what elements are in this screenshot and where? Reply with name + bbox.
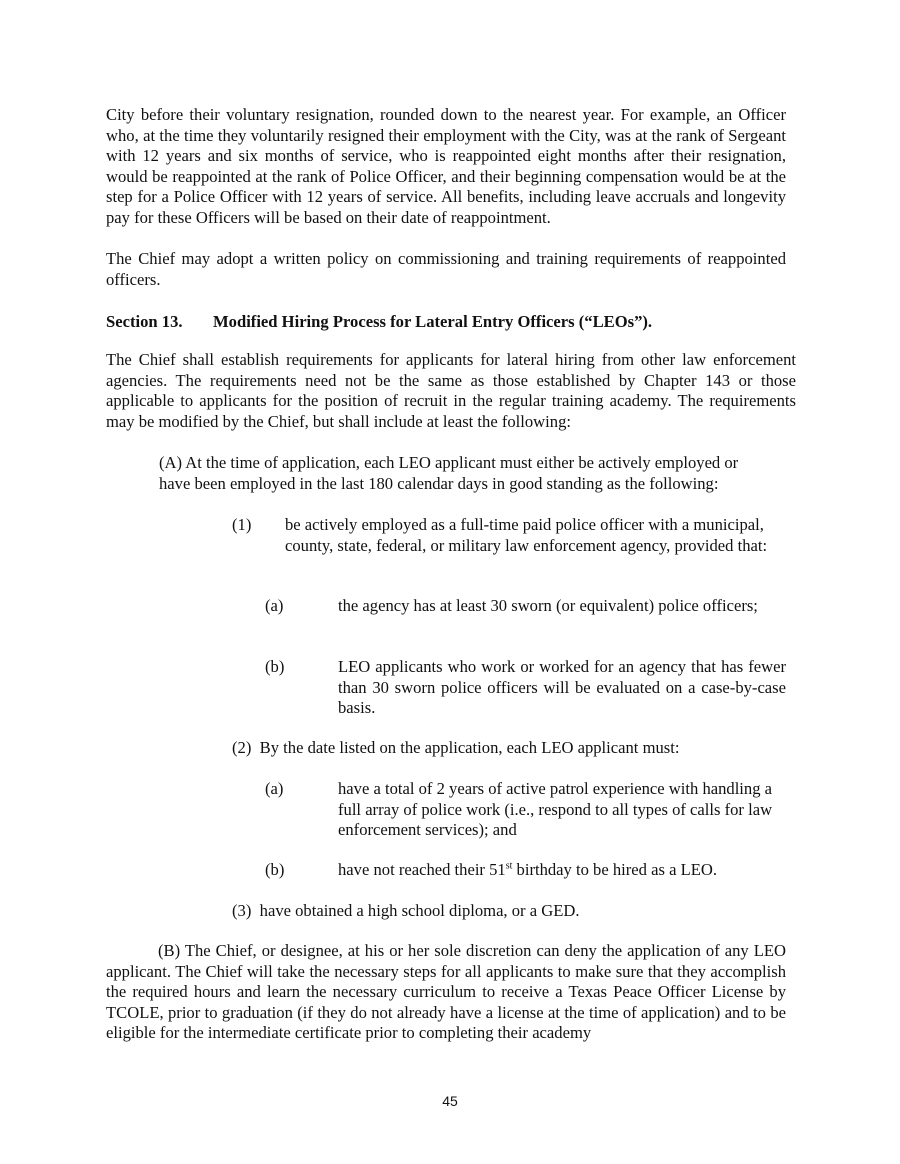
- intro-paragraph: City before their voluntary resignation, rounded down to the nearest year. For example, an Officer who, at the time they voluntarily resigned their employment with the City, was at the rank of Sergeant with 12 years and six months of service, who is reappointed eight months after their resignation, would be reappointed at the rank of Police Officer, and their beginning compensation would be at the step for a Police Officer with 12 years of service. All benefits, including leave accruals and longevity pay for these Officers will be based on their date of reappointment.: [106, 105, 786, 227]
- item2a-text: have a total of 2 years of active patrol experience with handling a full array of police work (i.e., respond to all types of calls for law enforcement services); and: [338, 779, 773, 839]
- section-number: Section 13.: [106, 312, 183, 331]
- item2: [232, 738, 792, 759]
- item2-number: (2): [232, 738, 252, 757]
- section-intro-paragraph: The Chief shall establish requirements for applicants for lateral hiring from other law enforcement agencies. The requirements need not be the same as those established by Chapter 143 or those applicable to applicants for the position of recruit in the regular training academy. The requirements may be modified by the Chief, but shall include at least the following:: [106, 350, 796, 431]
- page-number: 45: [442, 1093, 458, 1109]
- policy-paragraph: The Chief may adopt a written policy on commissioning and training requirements of reappointed officers.: [106, 249, 786, 289]
- item3: [232, 901, 792, 922]
- item2b-text-pre: have not reached their 51: [338, 860, 506, 879]
- item1-number: (1): [232, 515, 252, 534]
- clause-a: (A) At the time of application, each LEO applicant must either be actively employed or have been employed in the last 180 calendar days in good standing as the following:: [159, 453, 739, 493]
- section-title: Modified Hiring Process for Lateral Entry Officers (“LEOs”).: [213, 312, 653, 331]
- section-heading: [106, 312, 796, 333]
- item2b-superscript: st: [505, 860, 513, 872]
- item1b-number: (b): [265, 657, 285, 676]
- item3-text: have obtained a high school diploma, or a GED.: [259, 901, 580, 920]
- item2b-number: (b): [265, 860, 285, 879]
- item2b-text: [338, 860, 793, 881]
- item3-number: (3): [232, 901, 252, 920]
- item1b-text: LEO applicants who work or worked for an agency that has fewer than 30 sworn police officers will be evaluated on a case-by-case basis.: [338, 657, 786, 717]
- item2-text: By the date listed on the application, each LEO applicant must:: [259, 738, 680, 757]
- item1a-number: (a): [265, 596, 284, 615]
- clause-b: (B) The Chief, or designee, at his or her sole discretion can deny the application of any LEO applicant. The Chief will take the necessary steps for all applicants to make sure that they accomplish the required hours and learn the necessary curriculum to receive a Texas Peace Officer License by TCOLE, prior to graduation (if they do not already have a license at the time of application) and to be eligible for the intermediate certificate prior to completing their academy: [106, 941, 786, 1042]
- item2b-text-post: birthday to be hired as a LEO.: [512, 860, 717, 879]
- item1a-text: the agency has at least 30 sworn (or equivalent) police officers;: [338, 596, 758, 615]
- item1-text: be actively employed as a full-time paid police officer with a municipal, county, state, federal, or military law enforcement agency, provided that:: [285, 515, 768, 555]
- item2a-number: (a): [265, 779, 284, 798]
